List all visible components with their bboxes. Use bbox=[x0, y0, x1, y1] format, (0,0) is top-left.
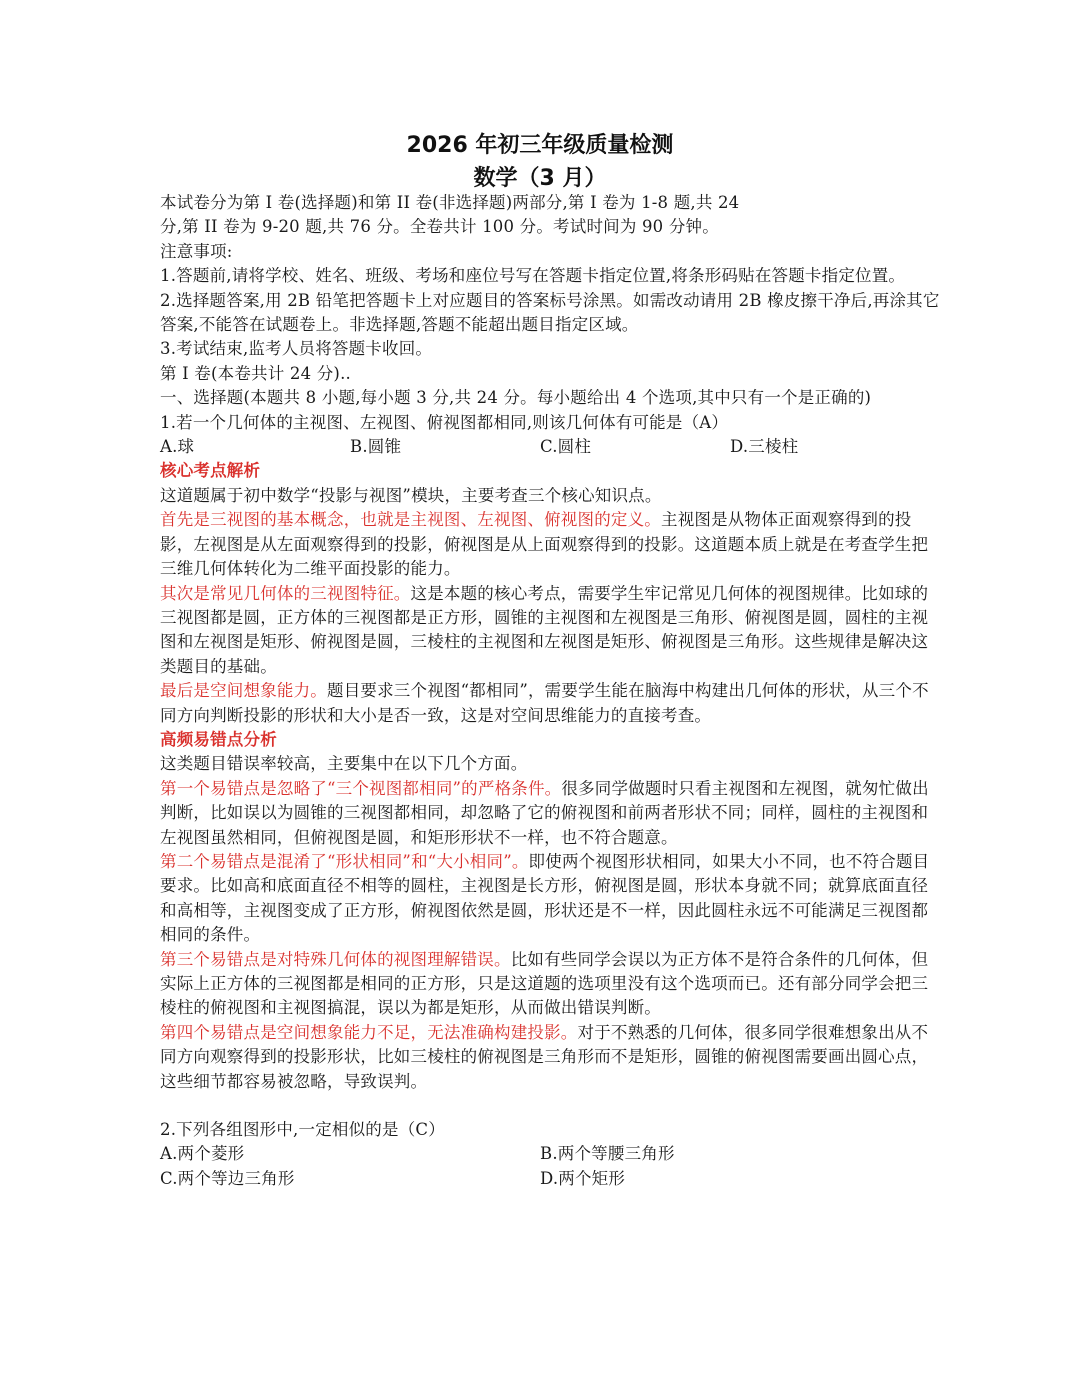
exam-subtitle: 数学（3 月） bbox=[473, 166, 607, 191]
q2-stem: 2.下列各组图形中,一定相似的是（C） bbox=[160, 1120, 445, 1140]
intro-line-1: 本试卷分为第 I 卷(选择题)和第 II 卷(非选择题)两部分,第 I 卷为 1-8 题,共 24 bbox=[160, 193, 740, 212]
error-point-1 bbox=[160, 777, 940, 850]
q2-option-c: C.两个等边三角形 bbox=[160, 1168, 295, 1188]
error-point-3-lead: 第三个易错点是对特殊几何体的视图理解错误。 bbox=[160, 949, 511, 969]
error-point-1-lead: 第一个易错点是忽略了“三个视图都相同”的严格条件。 bbox=[160, 778, 562, 798]
q1-stem: 1.若一个几何体的主视图、左视图、俯视图都相同,则该几何体有可能是（A） bbox=[160, 412, 729, 432]
q2-option-d: D.两个矩形 bbox=[540, 1168, 626, 1188]
error-point-2 bbox=[160, 850, 940, 948]
analysis-point-1 bbox=[160, 508, 940, 581]
analysis-point-2-lead: 其次是常见几何体的三视图特征。 bbox=[160, 583, 411, 603]
analysis-point-3 bbox=[160, 679, 940, 728]
exam-title: 2026 年初三年级质量检测 bbox=[406, 133, 674, 158]
q2-options-row-2 bbox=[160, 1167, 940, 1191]
error-point-4-lead: 第四个易错点是空间想象能力不足，无法准确构建投影。 bbox=[160, 1022, 578, 1042]
error-point-1-text: 很多同学做题时只看主视图和左视图，就匆忙做出判断，比如误以为圆锥的三视图都相同，却忽略了它的俯视图和前两者形状不同；同样，圆柱的主视图和左视图虽然相同，但俯视图是圆，和矩形形状不一样，也不符合题意。 bbox=[160, 778, 929, 847]
q1-option-a: A.球 bbox=[160, 437, 195, 457]
analysis-heading: 核心考点解析 bbox=[160, 461, 261, 481]
part1-title: 第 I 卷(本卷共计 24 分).. bbox=[160, 363, 351, 383]
analysis-intro: 这道题属于初中数学“投影与视图”模块，主要考查三个核心知识点。 bbox=[160, 485, 662, 505]
error-point-2-text: 即使两个视图形状相同，如果大小不同，也不符合题目要求。比如高和底面直径不相等的圆柱，主视图是长方形，俯视图是圆，形状本身就不同；就算底面直径和高相等，主视图变成了正方形，俯视图依然是圆，形状还是不一样，因此圆柱永远不可能满足三视图都相同的条件。 bbox=[160, 851, 930, 945]
errors-intro: 这类题目错误率较高，主要集中在以下几个方面。 bbox=[160, 754, 528, 774]
q1-option-b: B.圆锥 bbox=[350, 437, 402, 457]
q2-option-a: A.两个菱形 bbox=[160, 1144, 245, 1164]
analysis-point-2 bbox=[160, 582, 940, 680]
spacer bbox=[160, 1094, 940, 1118]
errors-heading: 高频易错点分析 bbox=[160, 729, 277, 749]
note-2: 2.选择题答案,用 2B 铅笔把答题卡上对应题目的答案标号涂黑。如需改动请用 2B 橡皮擦干净后,再涂其它答案,不能答在试题卷上。非选择题,答题不能超出题目指定区域。 bbox=[160, 290, 940, 335]
q1-option-d: D.三棱柱 bbox=[730, 437, 799, 457]
exam-content bbox=[160, 191, 940, 1191]
q1-options bbox=[160, 435, 940, 459]
analysis-point-1-lead: 首先是三视图的基本概念，也就是主视图、左视图、俯视图的定义。 bbox=[160, 510, 661, 530]
analysis-point-3-lead: 最后是空间想象能力。 bbox=[160, 681, 327, 701]
section1-title: 一、选择题(本题共 8 小题,每小题 3 分,共 24 分。每小题给出 4 个选项,其中只有一个是正确的) bbox=[160, 388, 872, 408]
analysis-point-3-text: 题目要求三个视图“都相同”，需要学生能在脑海中构建出几何体的形状，从三个不同方向判断投影的形状和大小是否一致，这是对空间思维能力的直接考查。 bbox=[160, 681, 929, 725]
error-point-4-text: 对于不熟悉的几何体，很多同学很难想象出从不同方向观察得到的投影形状，比如三棱柱的俯视图是三角形而不是矩形，圆锥的俯视图需要画出圆心点，这些细节都容易被忽略，导致误判。 bbox=[160, 1022, 929, 1091]
q1-option-c: C.圆柱 bbox=[540, 437, 592, 457]
note-1: 1.答题前,请将学校、姓名、班级、考场和座位号写在答题卡指定位置,将条形码贴在答题卡指定位置。 bbox=[160, 266, 906, 286]
note-3: 3.考试结束,监考人员将答题卡收回。 bbox=[160, 339, 433, 359]
analysis-point-1-text: 主视图是从物体正面观察得到的投影，左视图是从左面观察得到的投影，俯视图是从上面观察得到的投影。这道题本质上就是在考查学生把三维几何体转化为二维平面投影的能力。 bbox=[160, 510, 929, 579]
analysis-point-2-text: 这是本题的核心考点，需要学生牢记常见几何体的视图规律。比如球的三视图都是圆，正方体的三视图都是正方形，圆锥的主视图和左视图是三角形、俯视图是圆，圆柱的主视图和左视图是矩形、俯视图是圆，三棱柱的主视图和左视图是矩形、俯视图是三角形。这些规律是解决这类题目的基础。 bbox=[160, 583, 929, 676]
notice-label: 注意事项: bbox=[160, 241, 233, 261]
intro-line-2: 分,第 II 卷为 9-20 题,共 76 分。全卷共计 100 分。考试时间为 90 分钟。 bbox=[160, 217, 719, 237]
error-point-3 bbox=[160, 948, 940, 1021]
error-point-2-lead: 第二个易错点是混淆了“形状相同”和“大小相同”。 bbox=[160, 851, 529, 871]
error-point-3-text: 比如有些同学会误以为正方体不是符合条件的几何体，但实际上正方体的三视图都是相同的正方形，只是这道题的选项里没有这个选项而已。还有部分同学会把三棱柱的俯视图和主视图搞混，误以为都是矩形，从而做出错误判断。 bbox=[160, 949, 929, 1018]
error-point-4 bbox=[160, 1021, 940, 1094]
q2-option-b: B.两个等腰三角形 bbox=[540, 1144, 675, 1164]
q2-options-row-1 bbox=[160, 1142, 940, 1166]
